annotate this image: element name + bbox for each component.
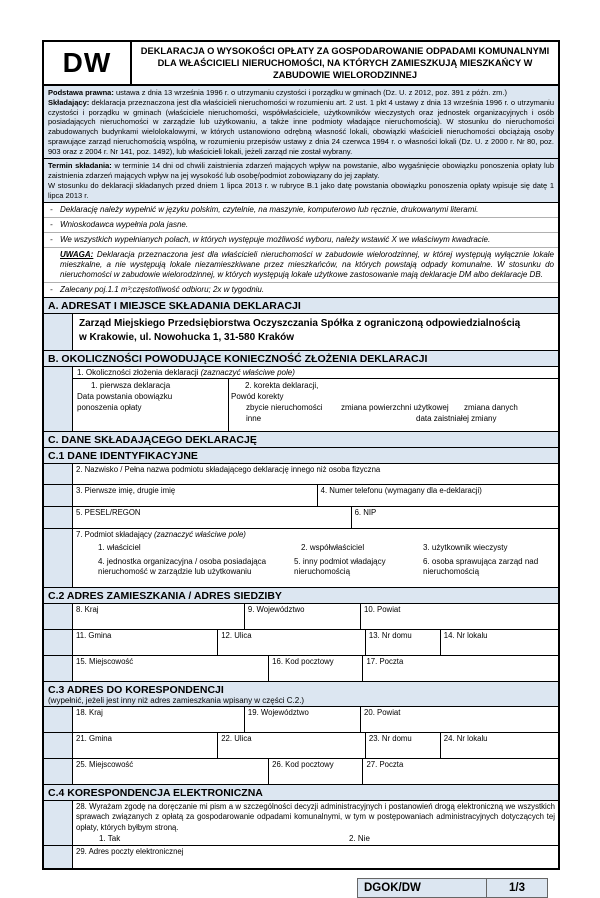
form-title: DEKLARACJA O WYSOKOŚCI OPŁATY ZA GOSPODAROWANIE ODPADAMI KOMUNALNYMI DLA WŁAŚCICIELI NIERUCHOMOŚCI, NA KTÓRYCH ZAMIESZKUJĄ MIESZKAŃCY W ZABUDOWIE WIELORODZINNEJ [140, 45, 550, 81]
dash-bullet: - [50, 220, 53, 230]
instruction-text: Deklarację należy wypełnić w języku polskim, czytelnie, na maszynie, komputerowo lub ręcznie, drukowanymi literami. [60, 205, 479, 215]
form-code: DW [44, 42, 132, 84]
shaded-margin [44, 507, 72, 528]
field-label: 8. Kraj [76, 605, 99, 615]
reason-area-change-option[interactable]: zmiana powierzchni użytkowej [341, 402, 449, 412]
field-label: 25. Miejscowość [76, 760, 134, 770]
field-label: 16. Kod pocztowy [272, 657, 334, 667]
field-nip[interactable] [352, 507, 558, 528]
field-label: 9. Województwo [247, 605, 305, 615]
addressee-field [73, 314, 558, 350]
dash-bullet: - [50, 235, 53, 245]
field-corr-street[interactable] [218, 733, 366, 758]
field-label: 10. Powiat [364, 605, 401, 615]
field-label: 29. Adres poczty elektronicznej [76, 847, 184, 857]
field-pesel-regon[interactable] [73, 507, 352, 528]
field-first-name[interactable] [73, 485, 318, 506]
shaded-margin [44, 485, 72, 506]
field-corr-county[interactable] [361, 707, 558, 732]
deadline-label: Termin składania: [48, 161, 112, 171]
option-co-owner[interactable]: 2. współwłaściciel [301, 542, 365, 552]
row-fields-8-10 [44, 604, 558, 630]
field-surname[interactable] [73, 464, 558, 484]
section-b-header: B. OKOLICZNOŚCI POWODUJĄCE KONIECZNOŚĆ ZŁOŻENIA DEKLARACJI [44, 351, 558, 367]
field-econsent [73, 801, 558, 845]
entity-options [76, 540, 555, 584]
field-label: 19. Województwo [247, 708, 309, 718]
obligation-date-label1: Data powstania obowiązku [77, 392, 173, 402]
shaded-margin [44, 707, 72, 732]
document-code: DGOK/DW [357, 878, 486, 898]
row-field-28 [44, 801, 558, 846]
field-label: 18. Kraj [76, 708, 103, 718]
instructions-block [44, 203, 558, 298]
option-yes[interactable]: 1. Tak [99, 833, 121, 843]
field-corr-country[interactable] [73, 707, 245, 732]
circumstances-label: 1. Okoliczności złożenia deklaracji [77, 368, 201, 378]
row-field-7 [44, 529, 558, 588]
filers-label: Składający: [48, 97, 90, 107]
shaded-margin [44, 604, 72, 629]
shaded-margin [44, 801, 72, 845]
shaded-margin [44, 314, 72, 350]
field-label: 22. Ulica [221, 734, 252, 744]
section-b-row [44, 367, 558, 432]
shaded-margin [44, 759, 72, 784]
shaded-margin [44, 630, 72, 655]
field-label: 27. Poczta [366, 760, 404, 770]
option-perpetual-user[interactable]: 3. użytkownik wieczysty [423, 542, 508, 552]
field-street[interactable] [218, 630, 366, 655]
field-phone[interactable] [318, 485, 558, 506]
shaded-margin [44, 464, 72, 484]
deadline-text: w terminie 14 dni od chwili zaistnienia zdarzeń mających wpływ na powstanie, albo wygaśnięcie obowiązku ponoszenia opłaty lub zaistnienia zdarzeń mających wpływ na jej wysokość lub osobę/podmiot zobowiązany do jej zapłaty. [48, 161, 555, 180]
section-a-header: A. ADRESAT I MIEJSCE SKŁADANIA DEKLARACJI [44, 298, 558, 314]
option-org-unit[interactable]: 4. jednostka organizacyjna / osoba posiadająca nieruchomość w zarządzie lub użytkowaniu [98, 556, 267, 576]
field-label: 23. Nr domu [368, 734, 412, 744]
correction-cell[interactable] [229, 379, 558, 431]
legal-basis-block [44, 86, 558, 159]
addressee-line2: w Krakowie, ul. Nowohucka 1, 31-580 Kraków [79, 331, 295, 343]
field-corr-town[interactable] [73, 759, 269, 784]
correction-reason-label: Powód korekty [231, 392, 284, 402]
deadline-note: W stosunku do deklaracji składanych przed dniem 1 lipca 2013 r. w rubryce B.1 jako datę powstania obowiązku ponoszenia opłaty wpisuje się datę 1 lipca 2013 r. [48, 180, 554, 200]
field-label: 4. Numer telefonu (wymagany dla e-deklaracji) [320, 486, 482, 496]
field-corr-commune[interactable] [73, 733, 218, 758]
deadline-block [44, 159, 558, 203]
section-c3-title: C.3 ADRES DO KORESPONDENCJI [48, 684, 224, 697]
correction-other-line [229, 414, 558, 425]
field-label: 6. NIP [354, 508, 377, 518]
uwaga-label: UWAGA: [60, 250, 94, 260]
circumstances-box [72, 367, 558, 431]
legal-basis-text: ustawa z dnia 13 września 1996 r. o utrzymaniu czystości i porządku w gminach (Dz. U. z 2012, poz. 391 z późn. zm.) [113, 88, 507, 97]
field-postal-code[interactable] [269, 656, 363, 681]
dash-bullet: - [50, 205, 53, 215]
field-flat-no[interactable] [441, 630, 558, 655]
field-label: 5. PESEL/REGON [76, 508, 141, 518]
consent-options [73, 834, 558, 847]
legal-basis-label: Podstawa prawna: [48, 88, 114, 97]
instruction-text: Zalecany poj.1.1 m³;częstotliwość odbioru; 2x w tygodniu. [60, 285, 265, 295]
field-label: 7. Podmiot składający (zaznaczyć właściwe pole) [76, 530, 246, 540]
uwaga-text: Deklaracja przeznaczona jest dla właścicieli nieruchomości w zabudowie wielorodzinnej, w której występują wyłącznie lokale mieszkalne, a nie występują lokale niezamieszkiwane przez mieszkańców, na których powstają odpady komunalne. W stosunku do nieruchomości w zabudowie wielorodzinnej, w których występują lokale użytkowe zastosowanie mają deklaracje DM albo deklaracje DB. [60, 250, 554, 280]
reason-sale-option[interactable]: zbycie nieruchomości [246, 402, 323, 412]
row-fields-5-6 [44, 507, 558, 529]
instruction-text: Wnioskodawca wypełnia pola jasne. [60, 220, 189, 230]
reason-data-change-option[interactable]: zmiana danych [464, 402, 518, 412]
row-field-2 [44, 464, 558, 485]
shaded-margin [44, 367, 72, 431]
section-c4-header: C.4 KORESPONDENCJA ELEKTRONICZNA [44, 785, 558, 801]
row-fields-3-4 [44, 485, 558, 507]
field-email[interactable] [73, 846, 558, 868]
obligation-date-label2: ponoszenia opłaty [77, 402, 142, 412]
field-label: 13. Nr domu [368, 631, 412, 641]
instruction-item [44, 218, 558, 233]
row-fields-25-27 [44, 759, 558, 785]
field-post-office[interactable] [363, 656, 558, 681]
field-corr-voivodeship[interactable] [245, 707, 361, 732]
option-other-entity[interactable]: 5. inny podmiot władający nieruchomością [294, 556, 386, 576]
field-label: 20. Powiat [364, 708, 401, 718]
field-town[interactable] [73, 656, 269, 681]
option-owner[interactable]: 1. właściciel [98, 542, 141, 552]
correction-option[interactable]: 2. korekta deklaracji, [245, 381, 319, 391]
dash-bullet: - [50, 285, 53, 295]
field-label: 14. Nr lokalu [443, 631, 488, 641]
field-label: 24. Nr lokalu [443, 734, 488, 744]
form-page [42, 40, 560, 898]
field-corr-flat-no[interactable] [441, 733, 558, 758]
instruction-item [44, 233, 558, 248]
shaded-margin [44, 656, 72, 681]
form-header [44, 42, 558, 86]
field-label: 26. Kod pocztowy [272, 760, 334, 770]
field-county[interactable] [361, 604, 558, 629]
declaration-form [42, 40, 560, 870]
reason-other-option[interactable]: inne [246, 413, 262, 423]
instruction-item [44, 203, 558, 218]
shaded-margin [44, 733, 72, 758]
shaded-margin [44, 529, 72, 587]
field-submitting-entity [73, 529, 558, 587]
section-c1-header: C.1 DANE IDENTYFIKACYJNE [44, 448, 558, 464]
instruction-item [44, 283, 558, 297]
field-label: 12. Ulica [221, 631, 252, 641]
row-fields-21-24 [44, 733, 558, 759]
field-corr-post-office[interactable] [363, 759, 558, 784]
section-c2-header: C.2 ADRES ZAMIESZKANIA / ADRES SIEDZIBY [44, 588, 558, 604]
row-fields-18-20 [44, 707, 558, 733]
consent-text: 28. Wyrażam zgodę na doręczanie mi pism a w szczególności decyzji administracyjnych i postanowień drogą elektroniczną we wszystkich sprawach związanych z opłatą za gospodarowanie odpadami komunalnymi, w tym w postępowaniach administracyjnych dotyczących tej opłaty, których byłbym stroną. [76, 802, 555, 832]
section-c-header: C. DANE SKŁADAJĄCEGO DEKLARACJĘ [44, 432, 558, 448]
section-c3-note: (wypełnić, jeżeli jest inny niż adres zamieszkania wpisany w części C.2.) [48, 696, 305, 706]
uwaga-note [44, 248, 558, 283]
circumstances-columns [73, 379, 558, 431]
row-fields-15-17 [44, 656, 558, 682]
field-label: 11. Gmina [76, 631, 112, 641]
field-label: 17. Poczta [366, 657, 404, 667]
field-label: 2. Nazwisko / Pełna nazwa podmiotu składającego deklarację innego niż osoba fizyczna [76, 465, 381, 475]
field-label: 15. Miejscowość [76, 657, 134, 667]
field-label: 3. Pierwsze imię, drugie imię [76, 486, 176, 496]
field-country[interactable] [73, 604, 245, 629]
field-house-no[interactable] [366, 630, 441, 655]
field-voivodeship[interactable] [245, 604, 361, 629]
filers-text: deklaracja przeznaczona jest dla właścicieli nieruchomości w rozumieniu art. 2 ust. 1 pkt 4 ustawy z dnia 13 września 1996 r. o utrzymaniu czystości i porządku w gminach (właściciele nieruchomości, współwłaściciele, użytkowników wieczystych oraz jednostek organizacyjnych i osób posiadających nieruchomości w zarządzie lub użytkowaniu, a także inne podmioty władające nieruchomością). W stosunku do nieruchomości zabudowanych budynkami wielolokalowymi, w których ustanowiono odrębną własność lokali, obowiązki właścicieli nieruchomości obciążają osoby sprawujące zarząd nieruchomością wspólną, w rozumieniu przepisów ustawy z dnia 24 czerwca 1994 r. o własności lokali (Dz. U. z 2000 r. Nr 80, poz. 903 oraz z 2004 r. Nr 141, poz. 1492), lub właścicieli lokali, jeżeli zarząd nie został wybrany. [48, 97, 554, 156]
row-fields-11-14 [44, 630, 558, 656]
page-number: 1/3 [486, 878, 548, 898]
change-date-label: data zaistniałej zmiany [416, 413, 497, 423]
circumstances-title [73, 367, 558, 379]
field-commune[interactable] [73, 630, 218, 655]
circumstances-note: (zaznaczyć właściwe pole) [200, 368, 295, 378]
option-managing-person[interactable]: 6. osoba sprawująca zarząd nad nieruchomością [423, 556, 539, 576]
field-corr-house-no[interactable] [366, 733, 441, 758]
addressee-box [72, 314, 558, 350]
field-label: 21. Gmina [76, 734, 112, 744]
section-c3-header [44, 682, 558, 707]
instruction-text: We wszystkich wypełnianych polach, w których występuje możliwość wyboru, należy wstawić X we właściwym kwadracie. [60, 235, 491, 245]
section-a-row [44, 314, 558, 351]
first-declaration-option[interactable]: 1. pierwsza deklaracja [91, 381, 171, 391]
option-no[interactable]: 2. Nie [349, 833, 370, 843]
field-corr-postal-code[interactable] [269, 759, 363, 784]
correction-reasons-line [229, 403, 558, 414]
row-field-29 [44, 846, 558, 868]
page-footer [42, 878, 548, 898]
first-declaration-cell[interactable] [73, 379, 229, 431]
addressee-line1: Zarząd Miejskiego Przedsiębiorstwa Oczyszczania Spółka z ograniczoną odpowiedzialnością [79, 318, 521, 330]
shaded-margin [44, 846, 72, 868]
